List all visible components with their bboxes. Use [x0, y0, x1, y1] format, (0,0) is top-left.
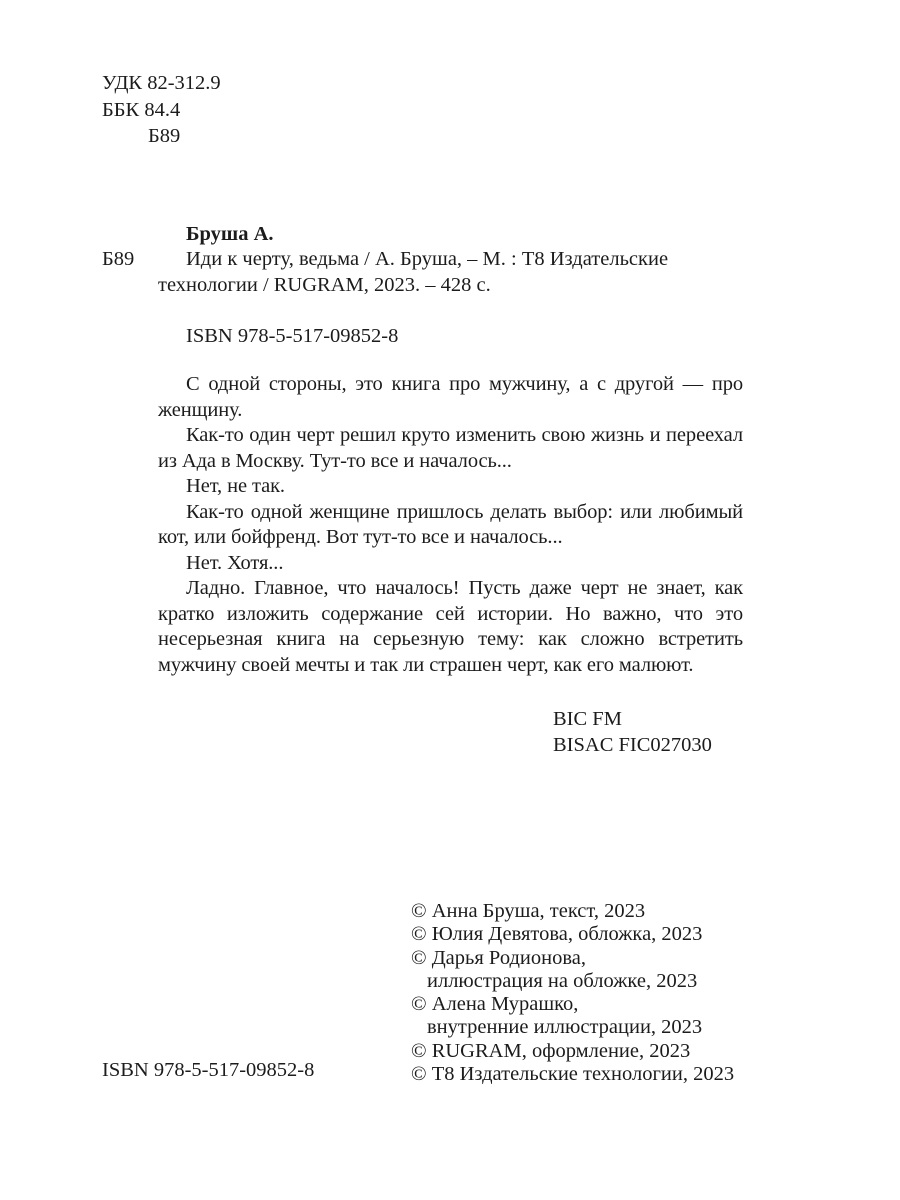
copyright-line: © Алена Мурашко,	[411, 993, 579, 1016]
copyright-line: © Дарья Родионова,	[411, 946, 586, 969]
copyright-line: © Юлия Девятова, обложка, 2023	[411, 923, 703, 946]
copyright-line: © RUGRAM, оформление, 2023	[411, 1039, 691, 1062]
bic-code: BIC FM	[553, 708, 622, 730]
udk-code: УДК 82-312.9	[102, 72, 221, 94]
annotation-paragraph: Ладно. Главное, что началось! Пусть даже черт не знает, как кратко изложить содержание сей истории. Но важно, что это несерьезная книга на серьезную тему: как сложно встретить мужчину своей мечты и так ли страшен черт, как его малюют.	[158, 577, 743, 676]
copyright-block	[411, 900, 771, 1086]
annotation-paragraph: Как-то один черт решил круто изменить свою жизнь и переехал из Ада в Москву. Тут-то все и началось...	[158, 424, 743, 472]
bibliographic-title-line2: технологии / RUGRAM, 2023. – 428 с.	[158, 274, 491, 296]
cutter-code-top: Б89	[148, 125, 181, 147]
copyright-line: внутренние иллюстрации, 2023	[427, 1016, 703, 1039]
copyright-line: иллюстрация на обложке, 2023	[427, 969, 698, 992]
bbk-code: ББК 84.4	[102, 99, 181, 121]
isbn-main: ISBN 978-5-517-09852-8	[186, 325, 399, 347]
annotation-paragraph: Нет, не так.	[186, 475, 285, 497]
bibliographic-title-line1: Иди к черту, ведьма / А. Бруша, – М. : Т8 Издательские	[186, 248, 669, 270]
author-name: Бруша А.	[186, 223, 274, 245]
copyright-line: © Т8 Издательские технологии, 2023	[411, 1063, 735, 1086]
cutter-code-left: Б89	[102, 248, 135, 270]
annotation-paragraph: С одной стороны, это книга про мужчину, а с другой — про женщину.	[158, 373, 743, 421]
isbn-bottom: ISBN 978-5-517-09852-8	[102, 1059, 315, 1081]
copyright-line: © Анна Бруша, текст, 2023	[411, 900, 646, 922]
annotation-paragraph: Как-то одной женщине пришлось делать выбор: или любимый кот, или бойфренд. Вот тут-то все и началось...	[158, 500, 743, 548]
bisac-code: BISAC FIC027030	[553, 734, 712, 756]
annotation	[158, 372, 743, 678]
annotation-paragraph: Нет. Хотя...	[186, 551, 284, 574]
